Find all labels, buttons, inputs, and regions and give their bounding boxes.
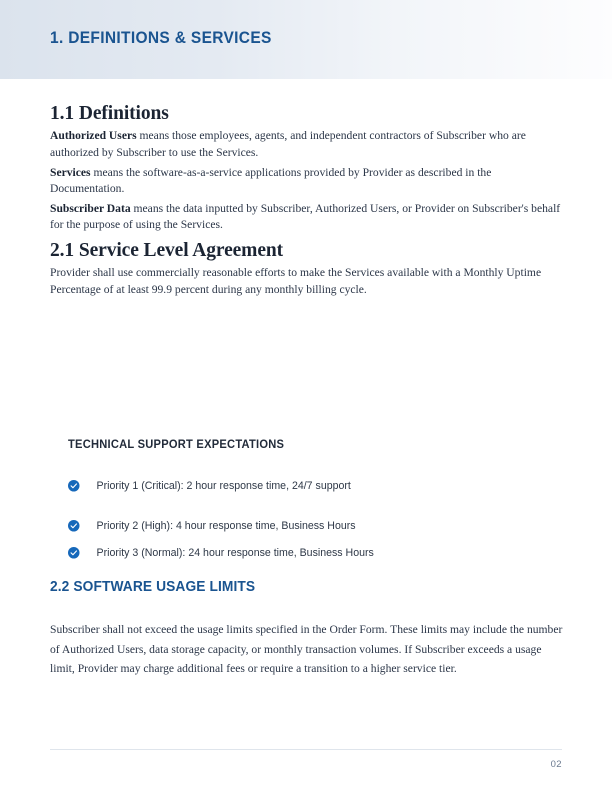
- paragraph-software-usage-limits-wrapper: [50, 610, 564, 679]
- heading-service-level-agreement: 2.1 Service Level Agreement: [50, 239, 284, 261]
- list-item-label: Priority 3 (Normal): 24 hour response time, Business Hours: [96, 547, 374, 559]
- technical-support-block: [68, 438, 548, 559]
- definition-term: Authorized Users: [50, 129, 137, 143]
- definition-text: means the software-as-a-service applications provided by Provider as described in the Documentation.: [50, 165, 492, 196]
- list-item: [68, 520, 548, 532]
- list-item: [68, 480, 548, 492]
- definition-entry: [50, 125, 562, 161]
- definition-entry: [50, 198, 562, 234]
- page-title: 1. DEFINITIONS & SERVICES: [50, 29, 272, 47]
- page-header-band: [0, 0, 612, 79]
- definition-term: Services: [50, 165, 91, 179]
- check-circle-icon: [68, 547, 80, 559]
- footer-divider: [50, 749, 562, 750]
- list-item: [68, 547, 548, 559]
- heading-software-usage-limits: 2.2 SOFTWARE USAGE LIMITS: [50, 579, 256, 595]
- paragraph-service-level-agreement: Provider shall use commercially reasonable efforts to make the Services available with a Monthly Uptime Percentage of at least 99.9 percent during any monthly billing cycle.: [50, 266, 542, 296]
- page-number: 02: [550, 759, 562, 770]
- definition-text: means those employees, agents, and independent contractors of Subscriber who are authorized by Subscriber to use the Services.: [50, 129, 526, 160]
- list-item-label: Priority 1 (Critical): 2 hour response time, 24/7 support: [96, 480, 351, 492]
- heading-definitions: 1.1 Definitions: [50, 103, 169, 124]
- technical-support-list: [68, 480, 548, 559]
- definition-entry: [50, 162, 562, 198]
- list-item-label: Priority 2 (High): 4 hour response time, Business Hours: [96, 520, 356, 532]
- check-circle-icon: [68, 520, 80, 532]
- document-body: [50, 79, 562, 299]
- page-footer: [50, 749, 562, 770]
- check-circle-icon: [68, 480, 80, 492]
- technical-support-title: TECHNICAL SUPPORT EXPECTATIONS: [68, 438, 285, 451]
- paragraph-software-usage-limits: Subscriber shall not exceed the usage limits specified in the Order Form. These limits may include the number of Authorized Users, data storage capacity, or monthly transaction volumes. If Subscriber exceeds a usage limit, Provider may charge additional fees or require a transition to a higher service tier.: [50, 623, 563, 675]
- definition-term: Subscriber Data: [50, 201, 131, 215]
- definition-text: means the data inputted by Subscriber, Authorized Users, or Provider on Subscriber's behalf for the purpose of using the Services.: [50, 201, 561, 232]
